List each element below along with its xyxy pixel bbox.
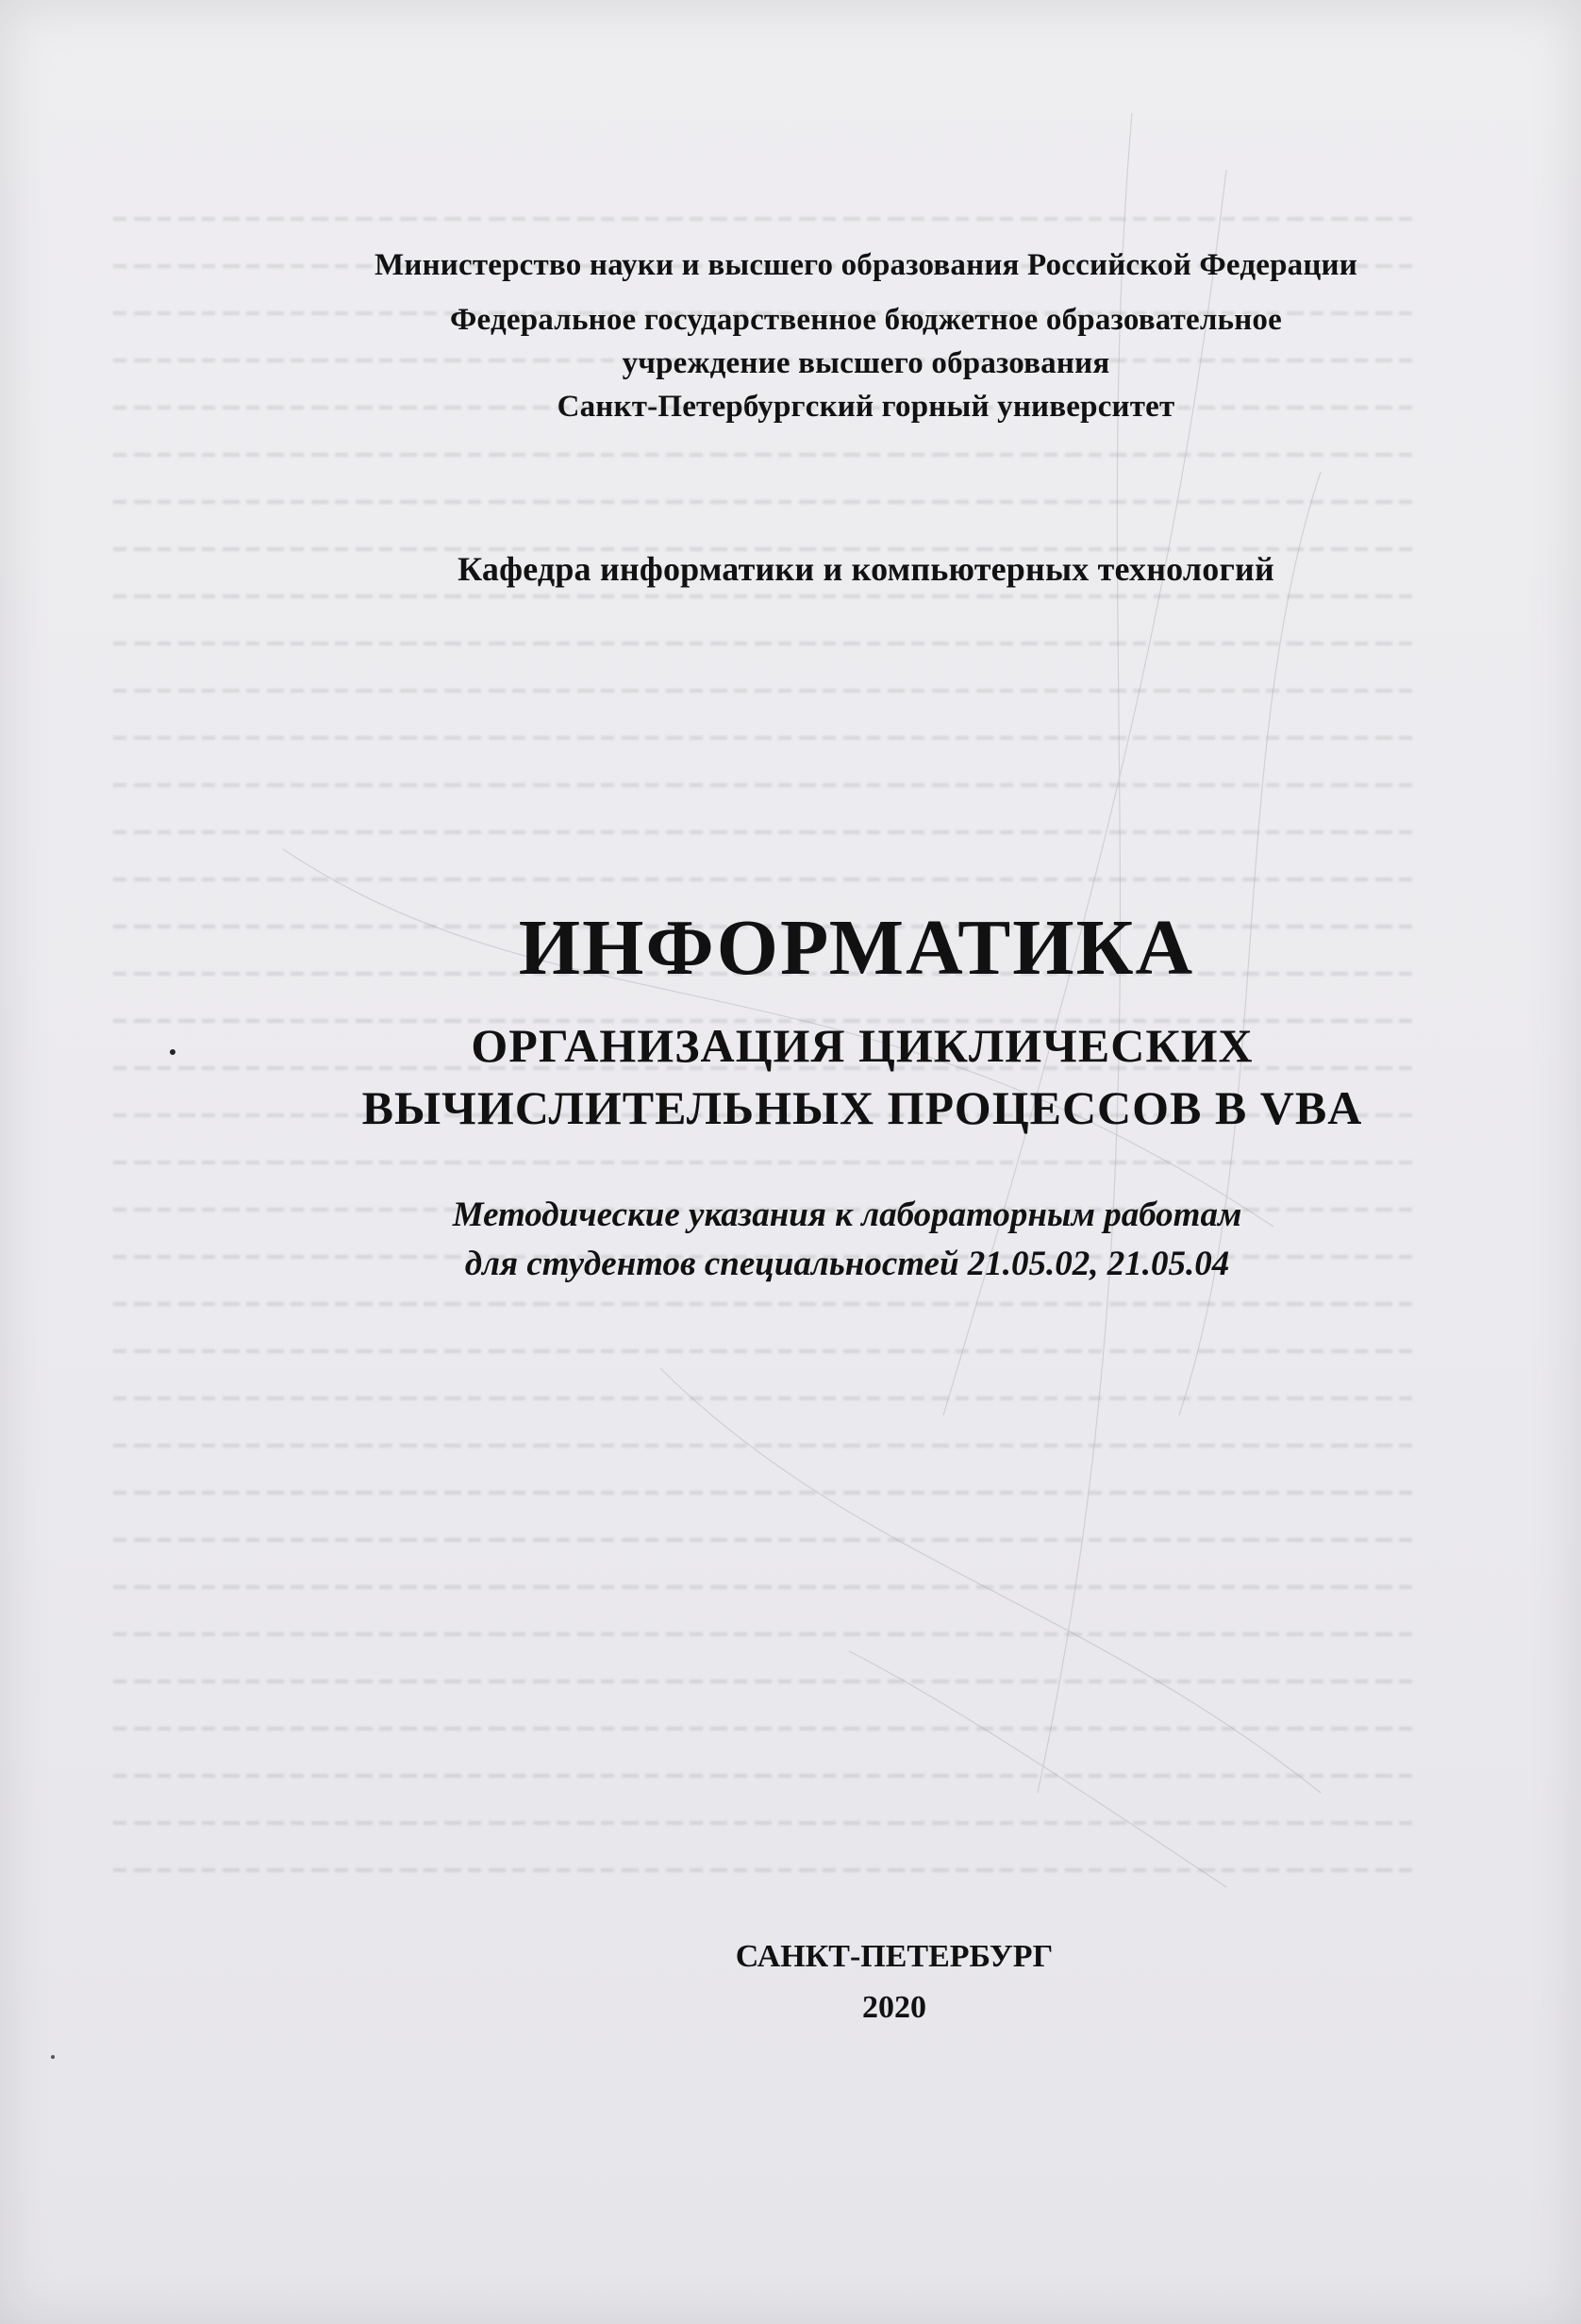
city-name: САНКТ-ПЕТЕРБУРГ (735, 1939, 1054, 1974)
guidelines-line-1: Методические указания к лабораторным работам (452, 1195, 1242, 1234)
ministry-name: Министерство науки и высшего образования Российской Федерации (374, 248, 1357, 282)
header-block (75, 243, 1581, 428)
institution-line-2: учреждение высшего образования (622, 346, 1110, 380)
subtitle-line-1: ОРГАНИЗАЦИЯ ЦИКЛИЧЕСКИХ (471, 1019, 1254, 1072)
ink-dot (170, 1049, 175, 1055)
guidelines-line-2: для студентов специальностей 21.05.02, 21.05.04 (464, 1245, 1230, 1283)
institution-line-1: Федеральное государственное бюджетное образовательное (450, 303, 1282, 337)
document-title: ИНФОРМАТИКА (518, 904, 1195, 992)
document-subtitle (72, 1014, 1581, 1139)
department-name: Кафедра информатики и компьютерных технологий (458, 550, 1274, 588)
university-name: Санкт-Петербургский горный университет (557, 390, 1175, 424)
guidelines-description (57, 1191, 1581, 1289)
subtitle-line-2: ВЫЧИСЛИТЕЛЬНЫХ ПРОЦЕССОВ В VBA (361, 1081, 1363, 1134)
ink-dot (51, 2055, 55, 2059)
publication-year: 2020 (862, 1990, 926, 2025)
footer-block (104, 1934, 1581, 2031)
